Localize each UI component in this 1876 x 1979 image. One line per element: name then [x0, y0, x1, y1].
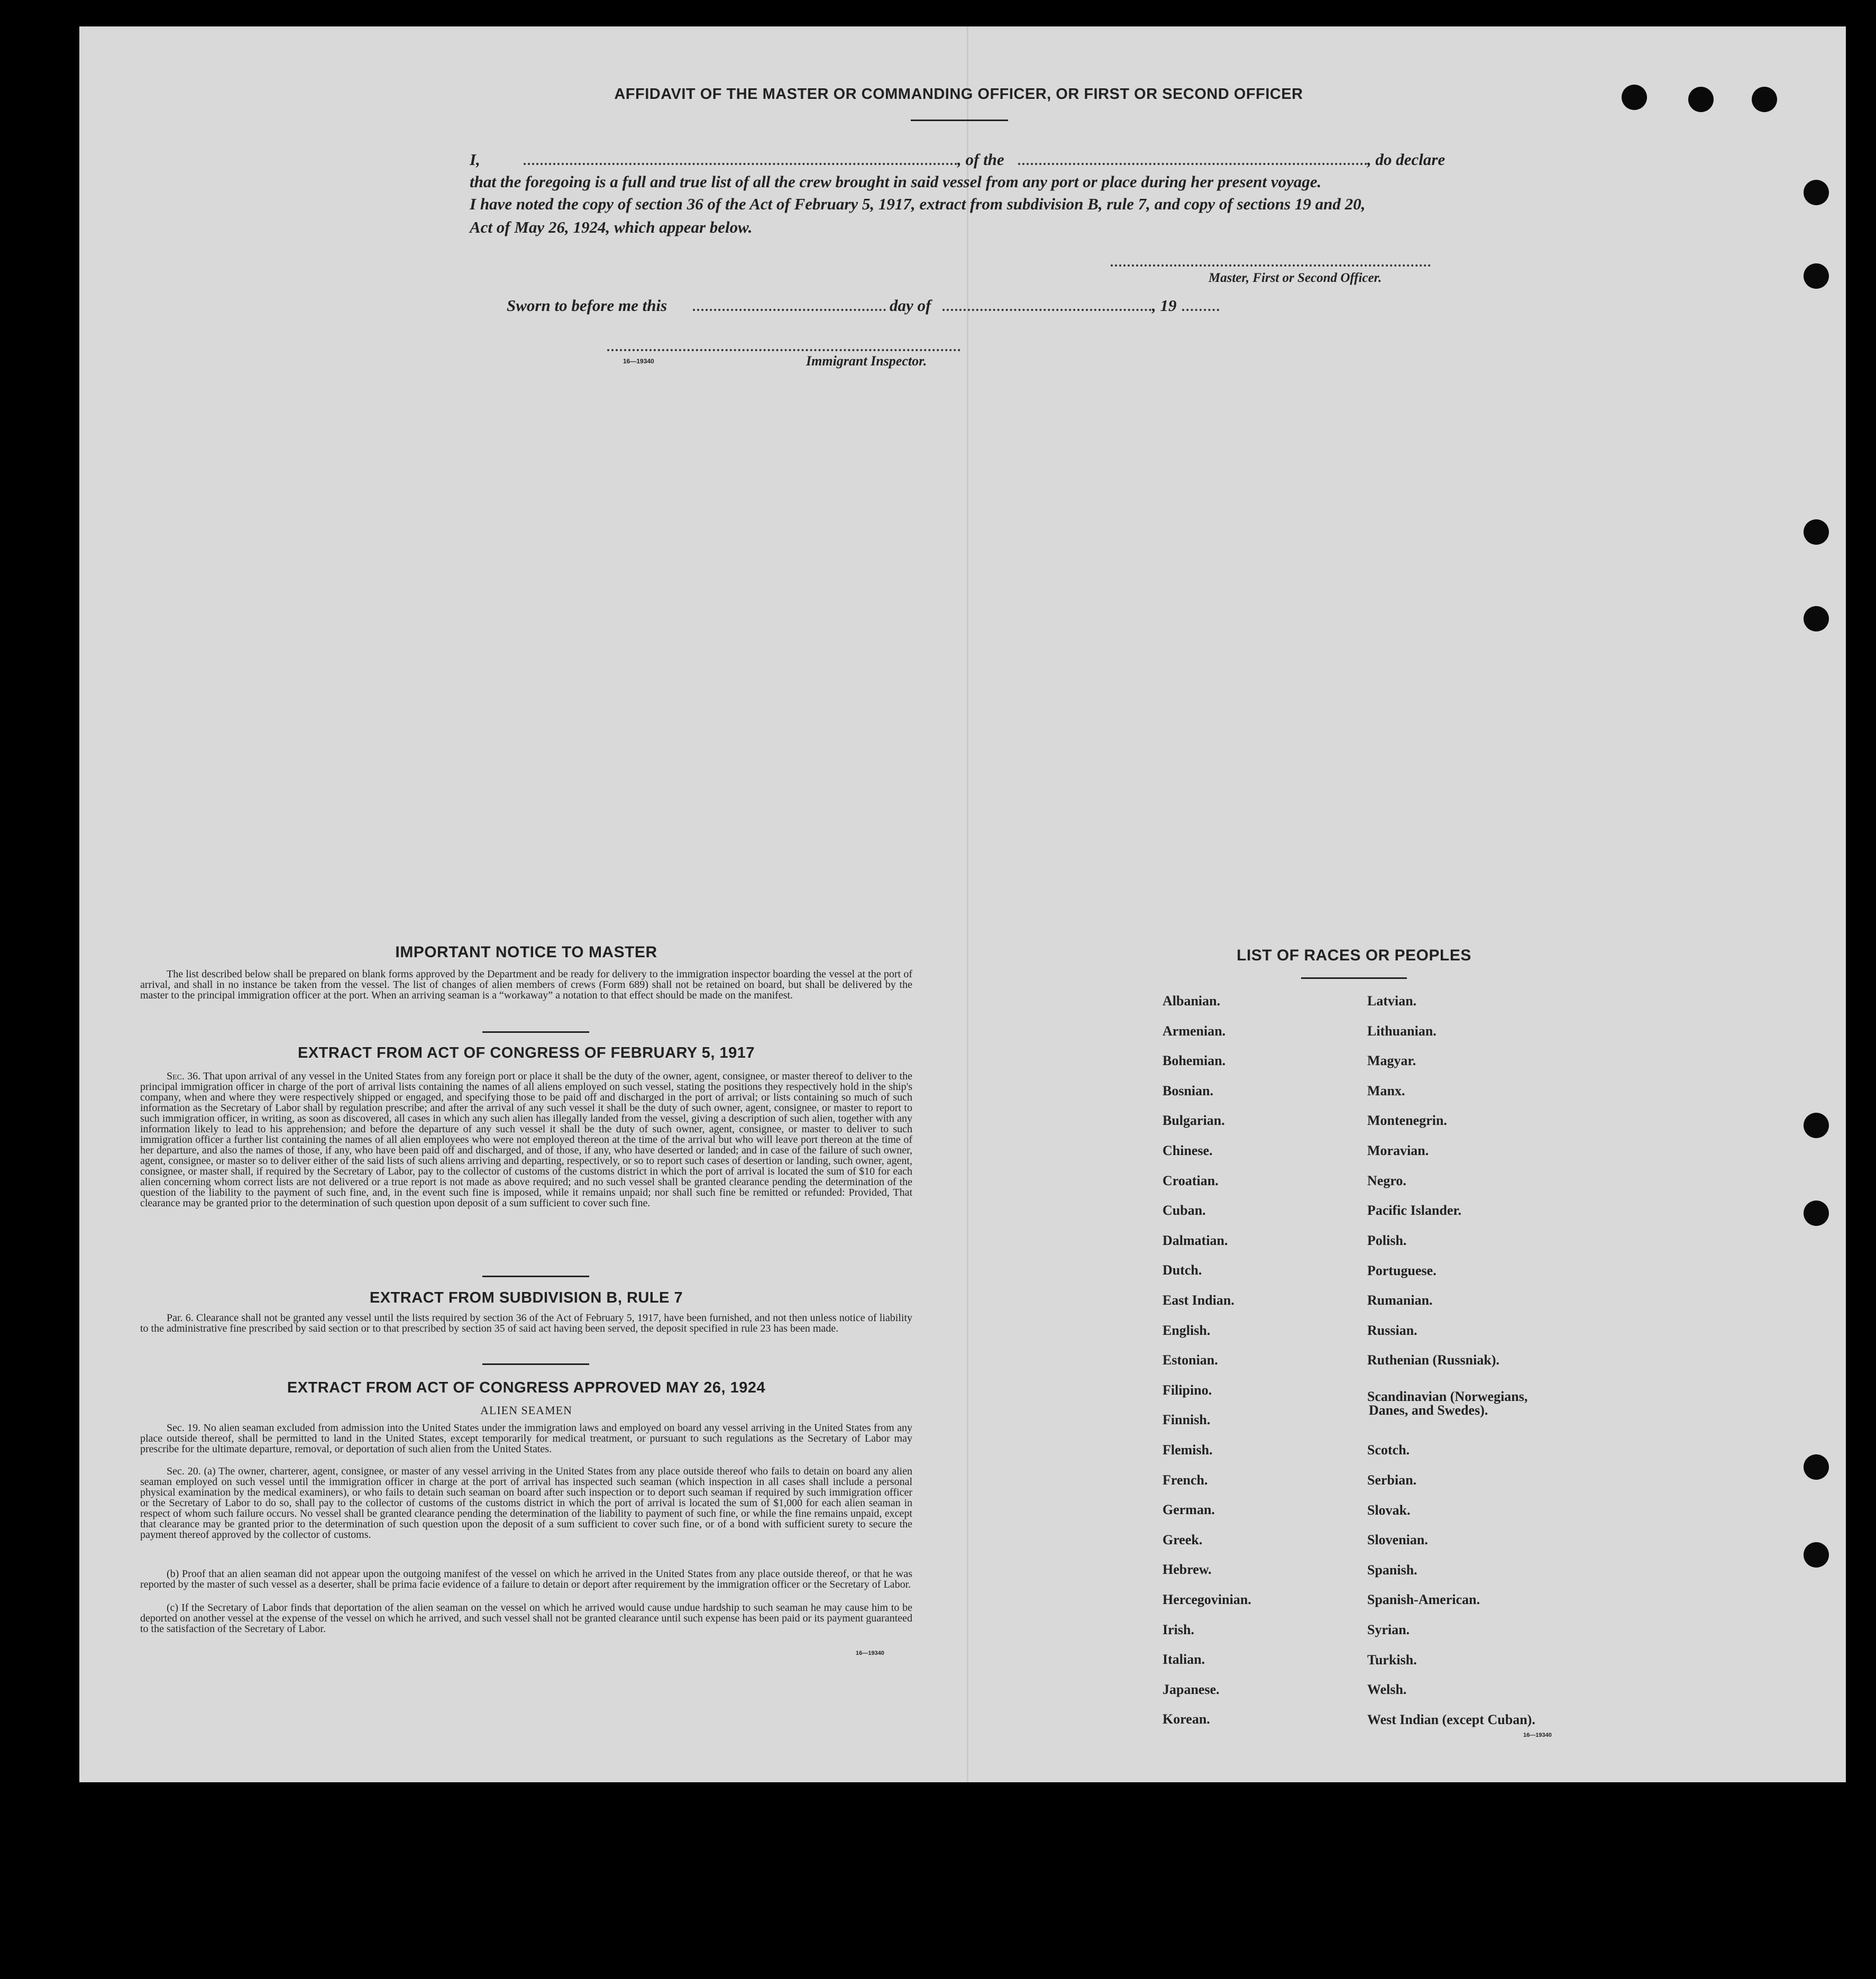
race-item: Chinese.	[1163, 1143, 1213, 1158]
punch-hole	[1804, 1542, 1829, 1568]
punch-hole	[1804, 180, 1829, 205]
affidavit-line2: that the foregoing is a full and true list of all the crew brought in said vessel from any port or place during her present voyage.	[470, 172, 1322, 191]
race-item: Greek.	[1163, 1532, 1203, 1547]
race-item: Montenegrin.	[1367, 1113, 1447, 1128]
rule	[482, 1031, 589, 1033]
race-item: Armenian.	[1163, 1023, 1226, 1039]
race-item: Filipino.	[1163, 1382, 1212, 1398]
affidavit-title: AFFIDAVIT OF THE MASTER OR COMMANDING OFFICER, OR FIRST OR SECOND OFFICER	[614, 86, 1303, 103]
rule7-body: Par. 6. Clearance shall not be granted any vessel until the lists required by section 36 of the Act of February 5, 1917, have been furnished, and not then unless notice of liability to the administrative fine prescribed by said section or to that prescribed by section 35 of said act having been served, the deposit specified in rule 23 has been made.	[140, 1312, 912, 1334]
race-item: Russian.	[1367, 1323, 1417, 1338]
punch-hole	[1804, 1454, 1829, 1480]
race-item: Lithuanian.	[1367, 1023, 1436, 1039]
section-label: Sec. 36.	[167, 1070, 201, 1082]
vessel-field[interactable]	[1018, 163, 1367, 165]
sworn-label: Sworn to before me this	[507, 296, 667, 315]
sworn-month-field[interactable]	[942, 309, 1151, 311]
punch-hole	[1804, 263, 1829, 289]
rule	[482, 1276, 589, 1277]
race-item: Irish.	[1163, 1621, 1194, 1637]
race-item: German.	[1163, 1502, 1215, 1518]
extract-1917-body	[140, 1071, 912, 1208]
sec20b-body: (b) Proof that an alien seaman did not appear upon the outgoing manifest of the vessel on which he arrived in the United States from any place outside thereof, or that he was reported by the master of such vessel as a deserter, shall be prima facie evidence of a failure to detain or deport after requirement by the immigration officer or the Secretary of Labor.	[140, 1568, 912, 1590]
affidavit-i-label: I,	[470, 150, 480, 169]
day-of-label: day of	[890, 296, 931, 315]
race-item: Pacific Islander.	[1367, 1203, 1462, 1218]
race-item: East Indian.	[1163, 1293, 1234, 1308]
race-item: Dutch.	[1163, 1262, 1202, 1278]
race-item: Japanese.	[1163, 1681, 1220, 1697]
punch-hole	[1804, 606, 1829, 631]
affidavit-line4: Act of May 26, 1924, which appear below.	[470, 218, 753, 236]
master-signature-field[interactable]	[1111, 264, 1431, 267]
race-item: West Indian (except Cuban).	[1367, 1712, 1535, 1727]
master-caption: Master, First or Second Officer.	[1209, 271, 1382, 285]
race-item: Magyar.	[1367, 1053, 1416, 1068]
race-item: Spanish.	[1367, 1562, 1417, 1578]
name-field[interactable]	[524, 163, 957, 165]
race-item: Portuguese.	[1367, 1263, 1436, 1278]
race-item: Bohemian.	[1163, 1053, 1226, 1069]
punch-hole	[1688, 87, 1714, 112]
race-item: Hebrew.	[1163, 1562, 1212, 1578]
affidavit-form-number: 16—19340	[623, 358, 654, 365]
rule	[1301, 977, 1407, 979]
punch-hole	[1752, 87, 1777, 112]
race-item: Spanish-American.	[1367, 1592, 1480, 1607]
affidavit-of-the-label: , of the	[957, 150, 1004, 169]
race-item: Slovenian.	[1367, 1532, 1428, 1547]
extract-1924-subtitle: ALIEN SEAMEN	[480, 1404, 572, 1417]
rule	[482, 1363, 589, 1365]
race-item: Turkish.	[1367, 1652, 1417, 1668]
affidavit-declare-label: , do declare	[1367, 150, 1445, 169]
rule7-title: EXTRACT FROM SUBDIVISION B, RULE 7	[369, 1289, 683, 1306]
affidavit-line3: I have noted the copy of section 36 of the Act of February 5, 1917, extract from subdivision B, rule 7, and copy of sections 19 and 20,	[470, 195, 1366, 213]
race-item: Moravian.	[1367, 1143, 1429, 1158]
extract-1917-title: EXTRACT FROM ACT OF CONGRESS OF FEBRUARY 5, 1917	[297, 1045, 755, 1061]
punch-hole	[1622, 85, 1647, 110]
race-item: Manx.	[1367, 1083, 1405, 1098]
year-label: , 19	[1152, 296, 1177, 315]
race-item: Flemish.	[1163, 1442, 1213, 1458]
race-item: Bulgarian.	[1163, 1113, 1225, 1129]
punch-hole	[1804, 1113, 1829, 1138]
sec20c-body: (c) If the Secretary of Labor finds that deportation of the alien seaman on the vessel on which he arrived would cause undue hardship to such seaman he may cause him to be deported on another vessel at the expense of the vessel on which he arrived, and such vessel shall not be granted clearance until such expense has been paid or its payment guaranteed to the satisfaction of the Secretary of Labor.	[140, 1602, 912, 1635]
race-item: French.	[1163, 1472, 1208, 1488]
sworn-day-field[interactable]	[693, 309, 886, 311]
race-item: Danes, and Swedes).	[1369, 1403, 1488, 1418]
race-item: Finnish.	[1163, 1412, 1211, 1428]
race-item: Croatian.	[1163, 1172, 1219, 1188]
inspector-signature-field[interactable]	[607, 349, 960, 351]
sec19-body: Sec. 19. No alien seaman excluded from admission into the United States under the immigration laws and employed on board any vessel arriving in the United States from any place outside thereof, shall be permitted to land in the United States, except temporarily for medical treatment, or pursuant to such regulations as the Secretary of Labor may prescribe for the ultimate departure, removal, or deportation of such alien from the United States.	[140, 1422, 912, 1455]
races-form-number: 16—19340	[1523, 1732, 1552, 1738]
race-item: Negro.	[1367, 1173, 1406, 1188]
sec20a-body: Sec. 20. (a) The owner, charterer, agent, consignee, or master of any vessel arriving in the United States from any place outside thereof who fails to detain on board any alien seaman employed on such vessel until the immigration officer in charge at the port of arrival has inspected such seaman (which inspection in all cases shall include a personal physical examination by the medical examiners), or who fails to detain such seaman on board after such inspection or to deport such seaman if required by such immigration officer or the Secretary of Labor to do so, shall pay to the collector of customs of the customs district in which the port of arrival is located the sum of $1,000 for each alien seaman in respect of whom such failure occurs. No vessel shall be granted clearance pending the determination of the liability to payment of such fine, or while the fine remains unpaid, except that clearance may be granted prior to the determination of such question upon the deposit of a sum sufficient to cover such fine, or of a bond with sufficient surety to secure the payment thereof approved by the collector of customs.	[140, 1465, 912, 1541]
race-item: Dalmatian.	[1163, 1232, 1228, 1248]
extract-form-number: 16—19340	[856, 1650, 884, 1656]
race-item: Cuban.	[1163, 1203, 1206, 1218]
race-item: Albanian.	[1163, 993, 1221, 1009]
race-item: English.	[1163, 1322, 1211, 1338]
section-text: That upon arrival of any vessel in the United States from any foreign port or place it shall be the duty of the owner, agent, consignee, or master thereof to deliver to the principal immigration officer in charge of the port of arrival lists containing the names of all aliens employed on such vessel, stating the positions they respectively hold in the ship's company, when and where they were respectively shipped or engaged, and specifying those to be paid off and discharged in the port of arrival; or lists containing so much of such information as the Secretary of Labor shall by regulation prescribe; and after the arrival of any such vessel it shall be the duty of such owner, agent, consignee, or master to report to such immigration officer, in writing, as soon as discovered, all cases in which any such alien has illegally landed from the vessel, giving a description of such alien, together with any information likely to lead to his apprehension; and before the departure of any such vessel it shall be the duty of such owner, agent, consignee, or master to deliver to such immigration officer a further list containing the names of all alien employees who were not employed thereon at the time of the arrival but who will leave port thereon at the time of her departure, and also the names of those, if any, who have been paid off and discharged, and of those, if any, who have deserted or landed; and in case of the failure of such owner, agent, consignee, or master so to deliver either of the said lists of such aliens arriving and departing, respectively, or so to report such cases of desertion or landing, such owner, agent, consignee, or master shall, if required by the Secretary of Labor, pay to the collector of customs of the customs district in which the port of arrival is located the sum of $10 for each alien concerning whom correct lists are not delivered or a true report is not made as above required; and no such vessel shall be granted clearance pending the determination of the question of the liability to the payment of such fine, and, in the event such fine is imposed, while it remains unpaid; nor shall such fine be remitted or refunded: Provided, That clearance may be granted prior to the determination of such question upon deposit of a sum sufficient to cover such fine.	[140, 1070, 912, 1209]
race-item: Scandinavian (Norwegians,	[1367, 1389, 1528, 1404]
notice-body: The list described below shall be prepared on blank forms approved by the Department and be ready for delivery to the immigration inspector boarding the vessel at the port of arrival, and shall in no instance be taken from the vessel. The list of changes of alien members of crews (Form 689) shall not be retained on board, but shall be delivered by the master to the principal immigration officer at the port. When an arriving seaman is a “workaway” a notation to that effect should be made on the manifest.	[140, 968, 912, 1001]
race-item: Rumanian.	[1367, 1293, 1433, 1308]
inspector-caption: Immigrant Inspector.	[806, 353, 927, 369]
race-item: Latvian.	[1367, 993, 1417, 1009]
extract-1924-title: EXTRACT FROM ACT OF CONGRESS APPROVED MAY 26, 1924	[287, 1379, 766, 1396]
race-item: Hercegovinian.	[1163, 1592, 1251, 1607]
race-item: Welsh.	[1367, 1682, 1407, 1697]
race-item: Bosnian.	[1163, 1083, 1214, 1098]
punch-hole	[1804, 519, 1829, 545]
race-item: Syrian.	[1367, 1622, 1410, 1637]
race-item: Estonian.	[1163, 1352, 1218, 1368]
races-title: LIST OF RACES OR PEOPLES	[1237, 947, 1471, 964]
punch-hole	[1804, 1201, 1829, 1226]
race-item: Ruthenian (Russniak).	[1367, 1352, 1499, 1368]
race-item: Slovak.	[1367, 1502, 1411, 1518]
sworn-year-field[interactable]	[1182, 309, 1219, 311]
race-item: Korean.	[1163, 1711, 1210, 1727]
race-item: Italian.	[1163, 1652, 1205, 1668]
race-item: Scotch.	[1367, 1442, 1410, 1458]
race-item: Serbian.	[1367, 1472, 1417, 1488]
notice-title: IMPORTANT NOTICE TO MASTER	[395, 943, 657, 961]
fold-crease	[967, 26, 968, 1782]
title-rule	[911, 120, 1008, 121]
race-item: Polish.	[1367, 1233, 1407, 1248]
